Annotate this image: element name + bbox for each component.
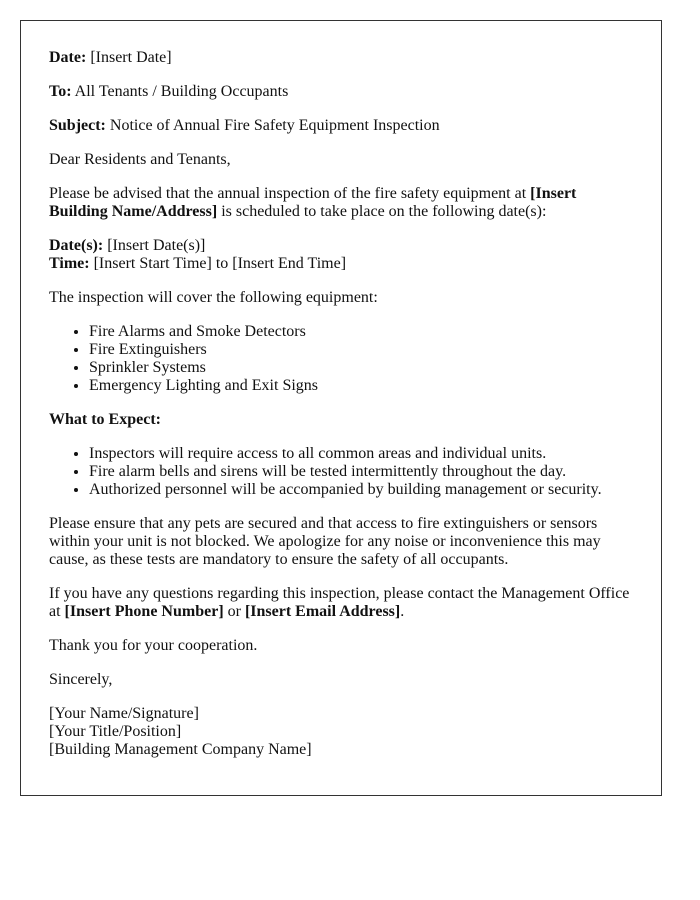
- to-line: To: All Tenants / Building Occupants: [49, 83, 289, 100]
- schedule: Date(s): [Insert Date(s)] Time: [Insert Start Time] to [Insert End Time]: [49, 237, 347, 272]
- list-item: • Emergency Lighting and Exit Signs: [89, 377, 633, 395]
- closing: Sincerely,: [49, 671, 113, 688]
- intro-paragraph: Please be advised that the annual inspection of the fire safety equipment at [Insert Building Name/Address] is scheduled to take place on the following date(s):: [49, 185, 577, 220]
- expect-heading: What to Expect:: [49, 411, 161, 428]
- list-item: • Fire Alarms and Smoke Detectors: [89, 323, 633, 341]
- subject-line: Subject: Notice of Annual Fire Safety Equipment Inspection: [49, 117, 440, 134]
- signature-block: [Your Name/Signature] [Your Title/Position] [Building Management Company Name]: [49, 705, 312, 758]
- contact-paragraph: If you have any questions regarding this inspection, please contact the Management Office at [Insert Phone Number] or [Insert Email Address].: [49, 585, 630, 620]
- expect-list: [49, 445, 633, 499]
- list-item: • Fire alarm bells and sirens will be tested intermittently throughout the day.: [89, 463, 633, 481]
- equipment-list: [49, 323, 633, 395]
- pets-paragraph: Please ensure that any pets are secured and that access to fire extinguishers or sensors within your unit is not blocked. We apologize for any noise or inconvenience this may cause, as these tests are mandatory to ensure the safety of all occupants.: [49, 515, 601, 568]
- list-item: • Sprinkler Systems: [89, 359, 633, 377]
- letter: [20, 20, 662, 796]
- list-item: • Fire Extinguishers: [89, 341, 633, 359]
- list-item: • Authorized personnel will be accompanied by building management or security.: [89, 481, 633, 499]
- equipment-intro: The inspection will cover the following equipment:: [49, 289, 378, 306]
- greeting: Dear Residents and Tenants,: [49, 151, 231, 168]
- thanks: Thank you for your cooperation.: [49, 637, 258, 654]
- list-item: • Inspectors will require access to all common areas and individual units.: [89, 445, 633, 463]
- date-line: Date: [Insert Date]: [49, 49, 172, 66]
